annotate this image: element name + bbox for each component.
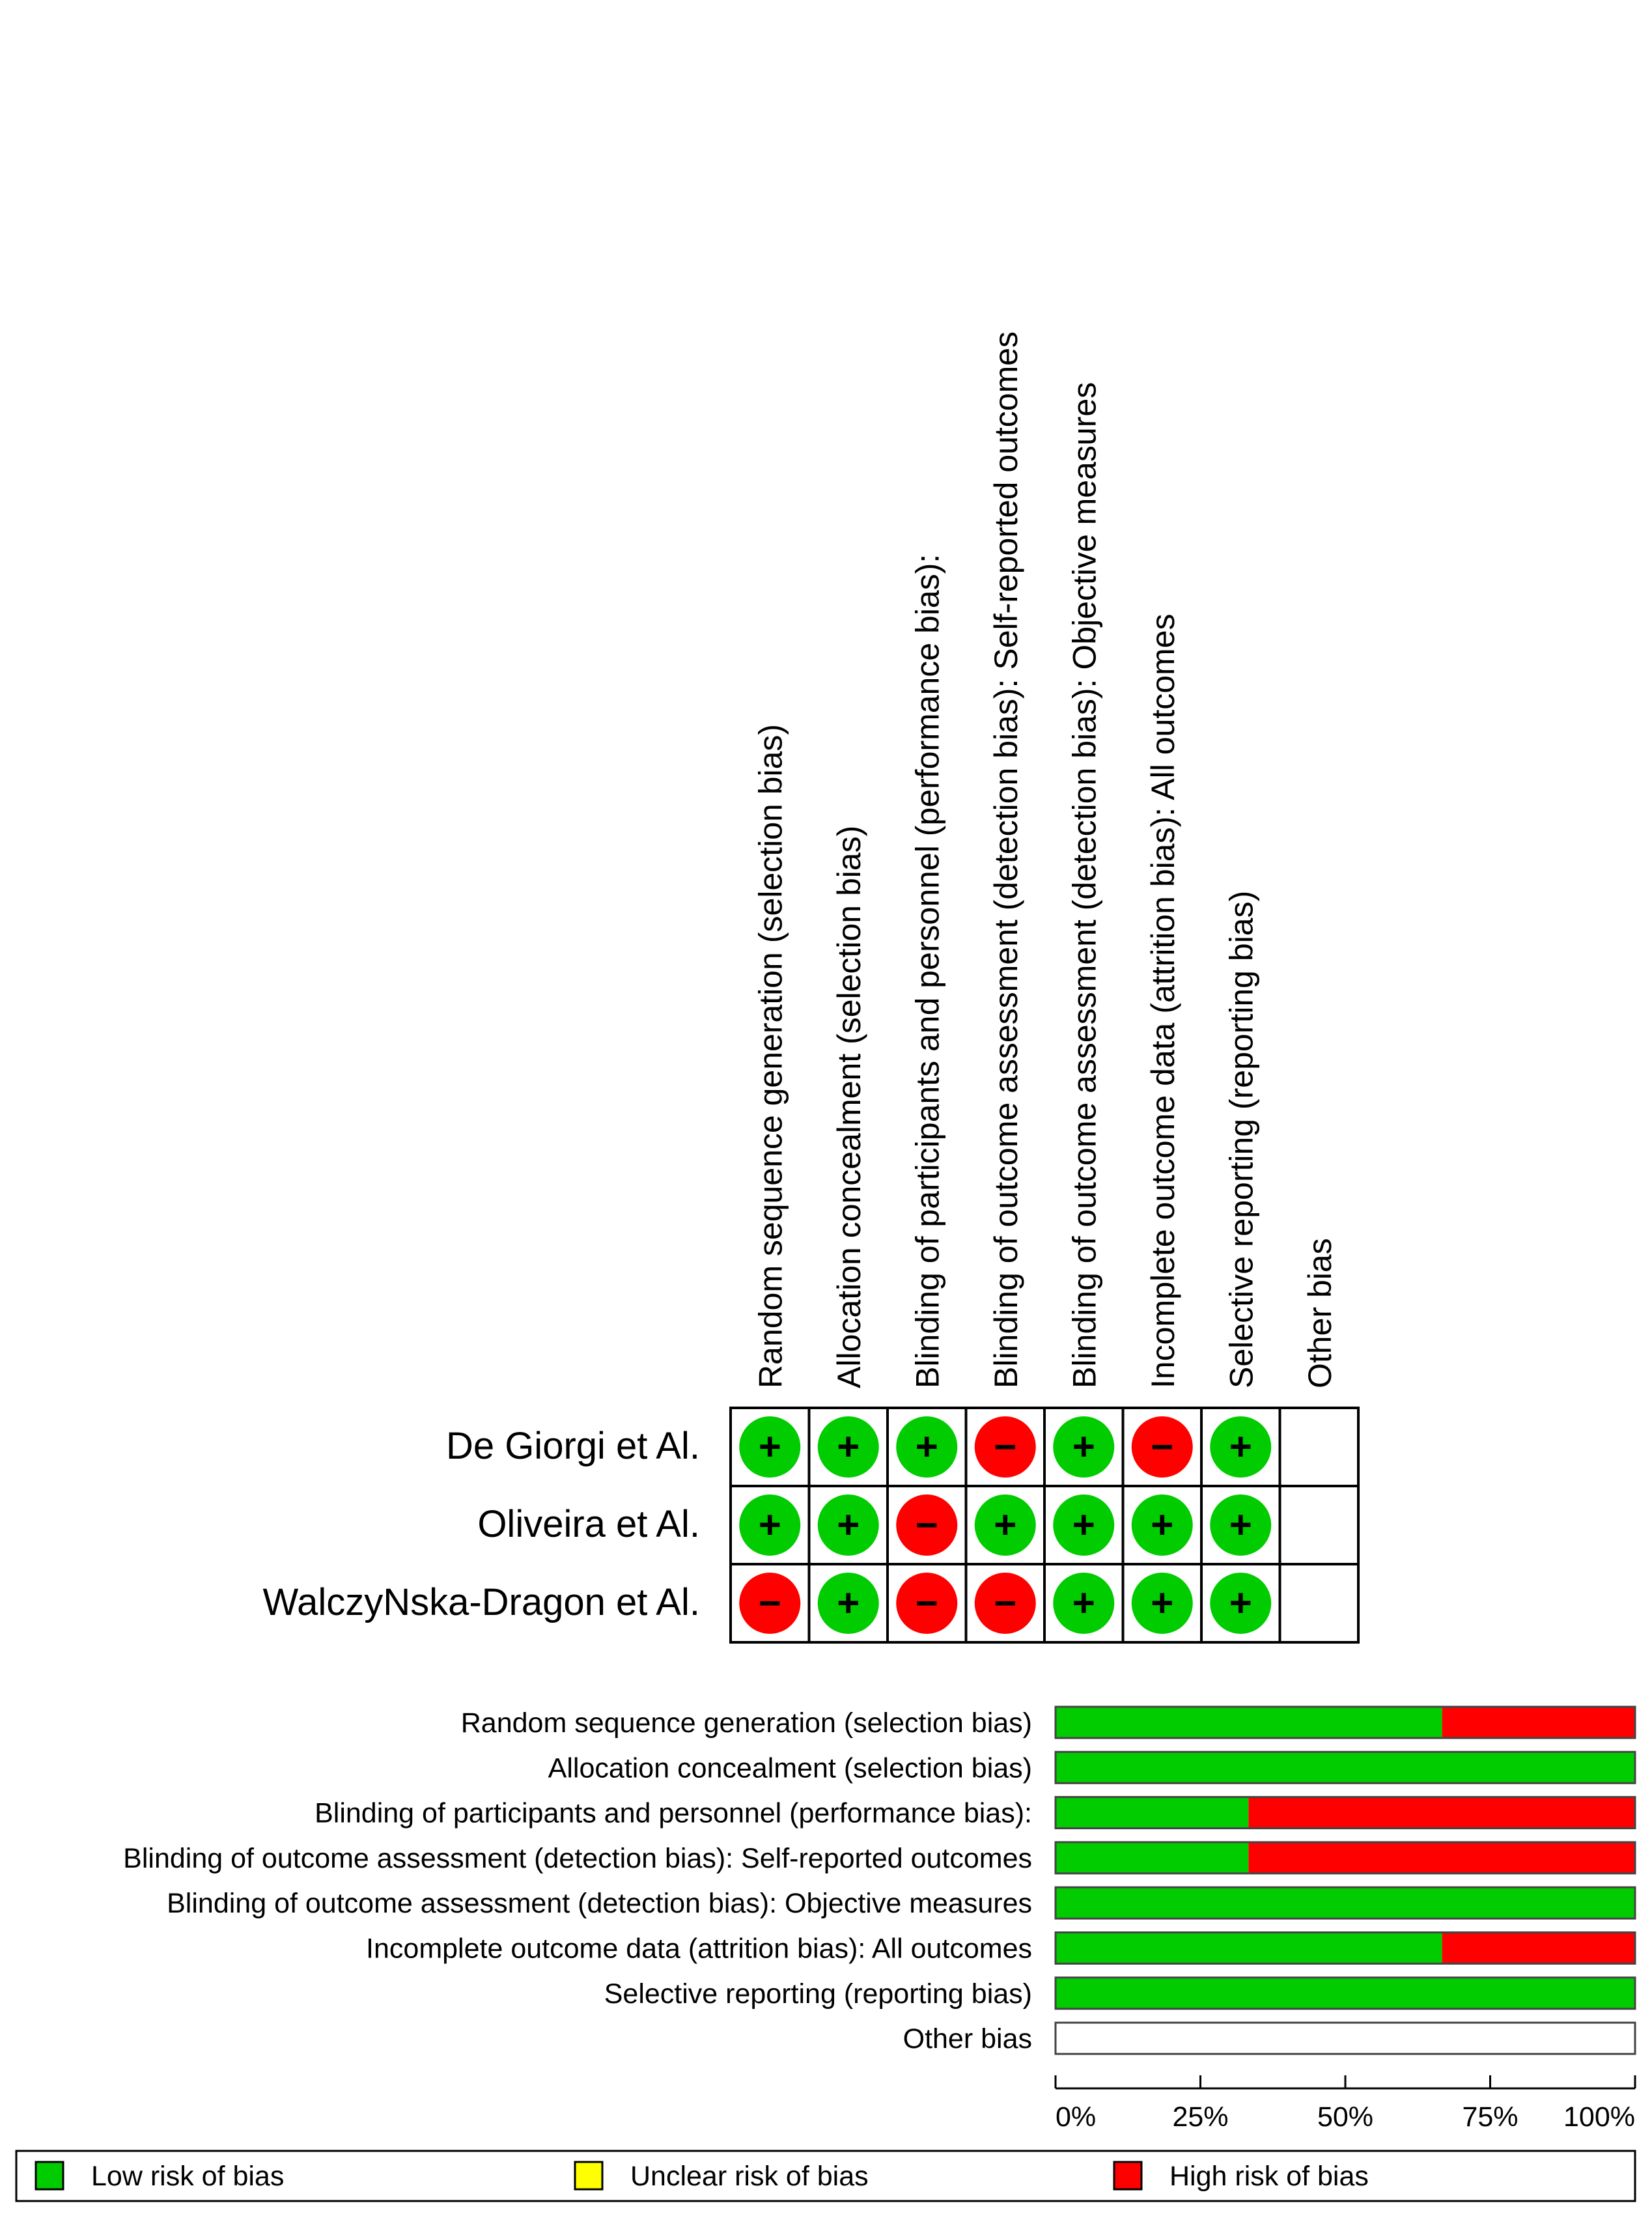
low-risk-plus-icon: + <box>837 1425 860 1468</box>
x-axis-tick-label: 0% <box>1056 2101 1097 2133</box>
bar-outline <box>1056 2023 1635 2054</box>
low-risk-plus-icon: + <box>1072 1581 1095 1625</box>
legend <box>16 2151 1635 2201</box>
summary-column-header: Blinding of participants and personnel (performance bias): <box>909 554 946 1388</box>
summary-study-label: De Giorgi et Al. <box>445 1425 700 1467</box>
low-risk-plus-icon: + <box>1072 1503 1095 1547</box>
summary-column-header: Blinding of outcome assessment (detection bias): Objective measures <box>1066 382 1103 1388</box>
bar-segment-low <box>1056 1707 1442 1738</box>
summary-cell <box>1280 1486 1359 1564</box>
bar-segment-low <box>1056 1752 1635 1783</box>
graph-category-label: Blinding of outcome assessment (detection bias): Self-reported outcomes <box>123 1842 1032 1874</box>
bar-segment-high <box>1248 1842 1635 1873</box>
low-risk-plus-icon: + <box>1229 1425 1252 1468</box>
graph-category-label: Blinding of outcome assessment (detection bias): Objective measures <box>167 1888 1032 1920</box>
high-risk-minus-icon: − <box>915 1503 938 1547</box>
bar-segment-low <box>1056 1797 1248 1829</box>
low-risk-plus-icon: + <box>1229 1581 1252 1625</box>
legend-label: High risk of bias <box>1169 2161 1369 2192</box>
low-risk-plus-icon: + <box>758 1503 781 1547</box>
x-axis-tick-label: 50% <box>1317 2101 1374 2133</box>
summary-column-header: Other bias <box>1301 1238 1338 1388</box>
x-axis-tick-label: 100% <box>1563 2101 1635 2133</box>
bar-segment-low <box>1056 1978 1635 2009</box>
bar-segment-high <box>1248 1797 1635 1829</box>
summary-study-label: WalczyNska-Dragon et Al. <box>262 1581 700 1623</box>
bar-segment-high <box>1442 1707 1635 1738</box>
bar-segment-high <box>1442 1933 1635 1964</box>
high-risk-minus-icon: − <box>1151 1425 1174 1468</box>
graph-category-label: Other bias <box>903 2023 1032 2055</box>
graph-category-label: Blinding of participants and personnel (performance bias): <box>315 1797 1032 1829</box>
high-risk-minus-icon: − <box>915 1581 938 1625</box>
bar-segment-low <box>1056 1887 1635 1918</box>
legend-swatch-low <box>36 2162 63 2189</box>
high-risk-minus-icon: − <box>758 1581 781 1625</box>
low-risk-plus-icon: + <box>994 1503 1017 1547</box>
summary-cell <box>1280 1408 1359 1486</box>
summary-column-header: Blinding of outcome assessment (detection bias): Self-reported outcomes <box>987 331 1024 1388</box>
graph-category-label: Random sequence generation (selection bias) <box>460 1707 1032 1739</box>
low-risk-plus-icon: + <box>758 1425 781 1468</box>
legend-swatch-high <box>1114 2162 1141 2189</box>
graph-category-label: Selective reporting (reporting bias) <box>604 1978 1032 2010</box>
bar-segment-low <box>1056 1842 1248 1873</box>
summary-study-label: Oliveira et Al. <box>477 1503 700 1545</box>
legend-swatch-unclear <box>575 2162 602 2189</box>
risk-of-bias-summary <box>262 331 1358 1642</box>
graph-category-label: Incomplete outcome data (attrition bias): All outcomes <box>366 1933 1032 1965</box>
x-axis-tick-label: 25% <box>1172 2101 1229 2133</box>
low-risk-plus-icon: + <box>1151 1581 1174 1625</box>
summary-column-header: Selective reporting (reporting bias) <box>1223 890 1260 1388</box>
bar-segment-low <box>1056 1933 1442 1964</box>
summary-column-header: Incomplete outcome data (attrition bias): All outcomes <box>1144 613 1181 1388</box>
low-risk-plus-icon: + <box>915 1425 938 1468</box>
high-risk-minus-icon: − <box>994 1425 1017 1468</box>
low-risk-plus-icon: + <box>1229 1503 1252 1547</box>
summary-column-header: Random sequence generation (selection bias) <box>752 723 789 1388</box>
summary-cell <box>1280 1564 1359 1642</box>
low-risk-plus-icon: + <box>1151 1503 1174 1547</box>
legend-label: Low risk of bias <box>91 2161 285 2192</box>
graph-category-label: Allocation concealment (selection bias) <box>548 1752 1032 1784</box>
x-axis-tick-label: 75% <box>1462 2101 1519 2133</box>
legend-label: Unclear risk of bias <box>630 2161 869 2192</box>
low-risk-plus-icon: + <box>1072 1425 1095 1468</box>
high-risk-minus-icon: − <box>994 1581 1017 1625</box>
low-risk-plus-icon: + <box>837 1581 860 1625</box>
low-risk-plus-icon: + <box>837 1503 860 1547</box>
risk-of-bias-graph <box>123 1707 1635 2133</box>
summary-column-header: Allocation concealment (selection bias) <box>830 825 867 1388</box>
